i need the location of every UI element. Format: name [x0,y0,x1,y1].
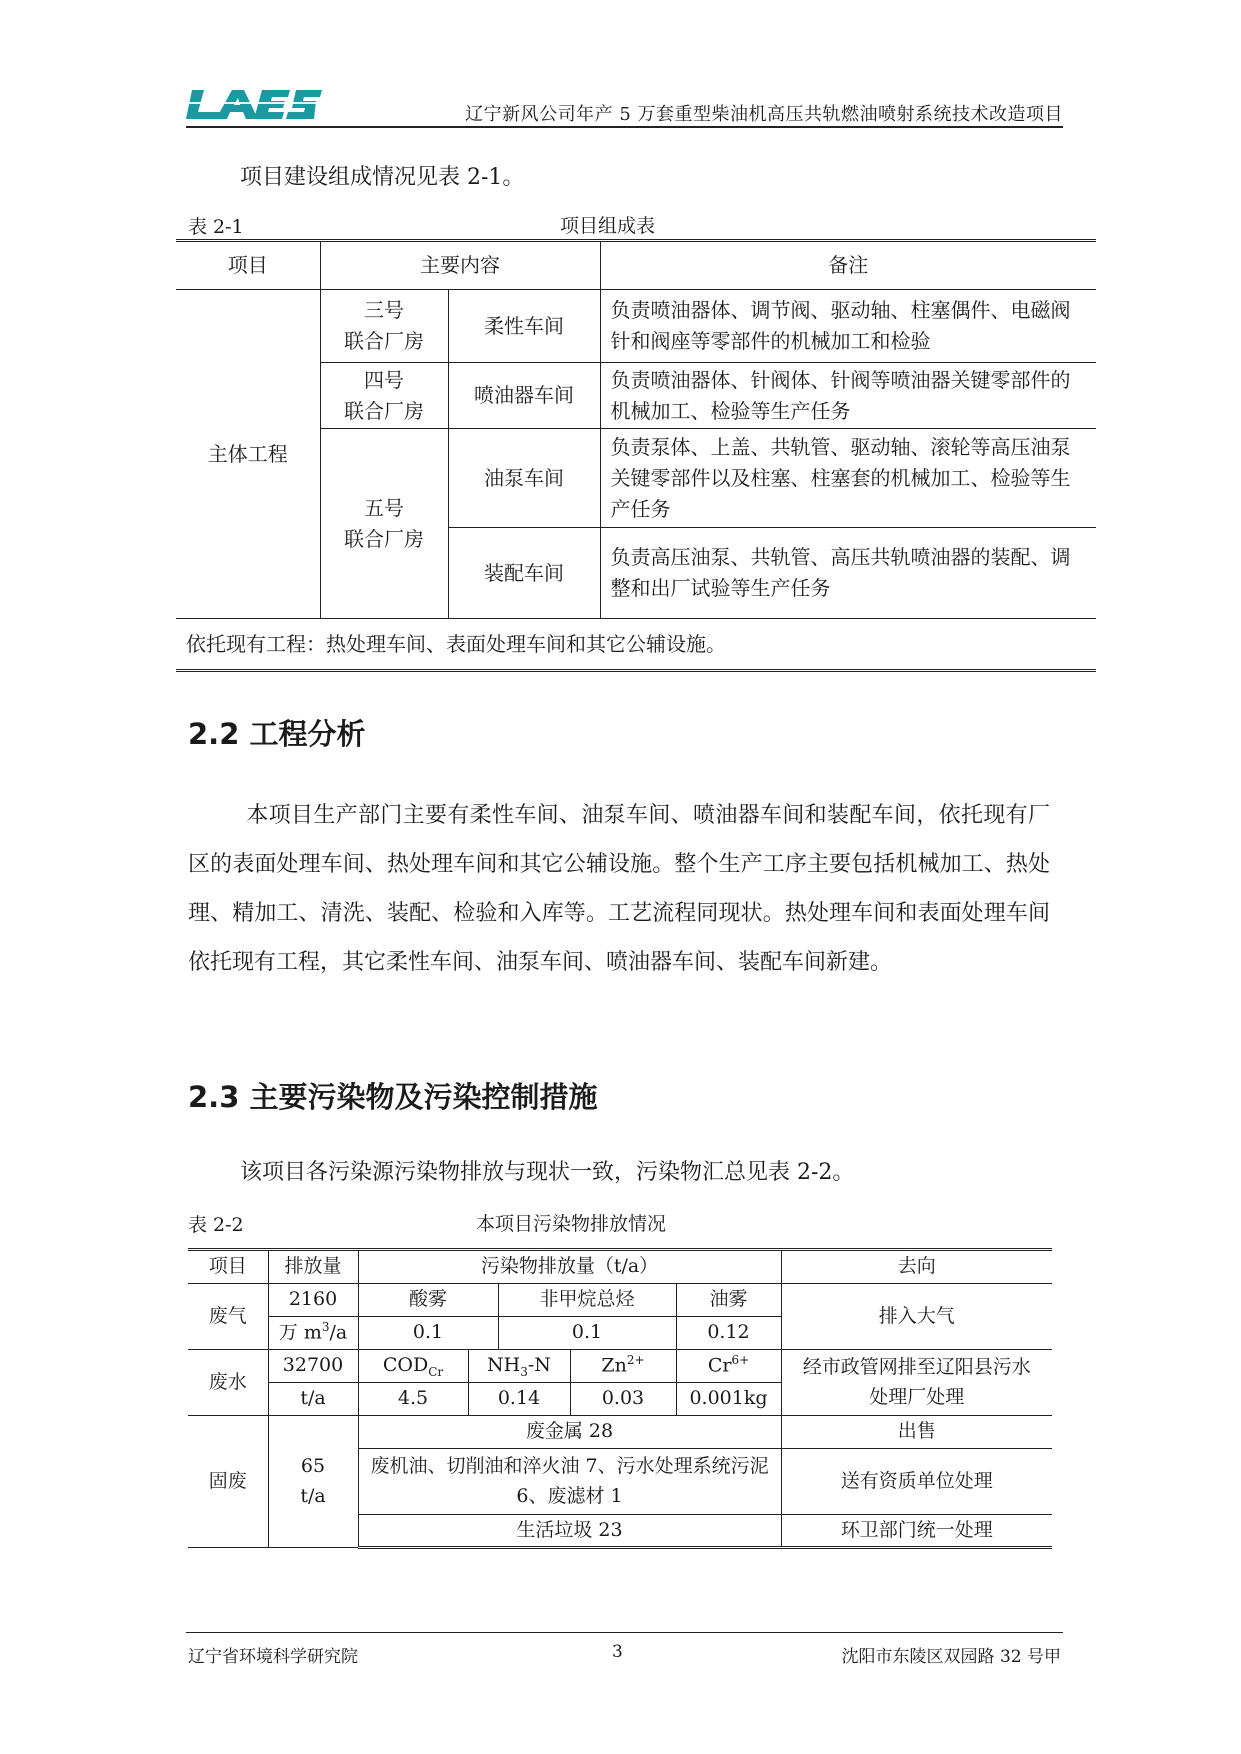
table2-header-dest: 去向 [781,1250,1052,1284]
table1-workshop: 油泵车间 [448,429,600,528]
gas-value: 0.1 [498,1317,676,1350]
table1-building [320,290,448,363]
footer-org: 辽宁省环境科学研究院 [188,1647,358,1667]
gas-unit-pre: 万 m [278,1321,322,1344]
cod-sub: Cr [428,1364,444,1379]
gas-value: 0.1 [358,1317,498,1350]
table1-header-item: 项目 [176,241,320,290]
table2-label: 表 2-2 [188,1214,244,1236]
table1-note: 负责喷油器体、调节阀、驱动轴、柱塞偶件、电磁阀针和阀座等零部件的机械加工和检验 [600,290,1096,363]
cod-main: COD [382,1353,429,1376]
header-title: 辽宁新风公司年产 5 万套重型柴油机高压共轨燃油喷射系统技术改造项目 [465,104,1063,125]
water-name-nh [468,1350,570,1383]
zn-main: Zn [601,1354,627,1377]
gas-amount-value: 2160 [268,1284,358,1317]
table1-header-note: 备注 [600,241,1096,290]
table2-header-item: 项目 [188,1250,268,1284]
table1-workshop: 柔性车间 [448,290,600,363]
table2-title: 本项目污染物排放情况 [476,1213,667,1235]
table2-header-amount: 排放量 [268,1250,358,1284]
page-number: 3 [612,1642,623,1662]
water-name-zn [570,1350,676,1383]
solid-amount [268,1416,358,1548]
table1-header-content: 主要内容 [320,241,600,290]
water-label: 废水 [188,1350,268,1416]
solid-label: 固废 [188,1416,268,1548]
gas-value: 0.12 [676,1317,781,1350]
header-divider [186,126,1063,128]
zn-sup: 2+ [626,1353,645,1368]
solid-dest: 环卫部门统一处理 [781,1515,1052,1548]
table2-header-pollutant: 污染物排放量（t/a） [358,1250,781,1284]
water-amount-unit: t/a [268,1383,358,1416]
gas-name: 非甲烷总烃 [498,1284,676,1317]
footer-divider [186,1632,1063,1633]
solid-desc: 废金属 28 [358,1416,781,1449]
building-four: 四号 联合厂房 [344,367,424,423]
table1-title: 项目组成表 [560,215,656,237]
footer-address: 沈阳市东陵区双园路 32 号甲 [841,1647,1061,1667]
table1-building [320,429,448,619]
section-2-2-text: 本项目生产部门主要有柔性车间、油泵车间、喷油器车间和装配车间，依托现有厂区的表面处理车间、热处理车间和其它公辅设施。整个生产工序主要包括机械加工、热处理、精加工、清洗、装配、检验和入库等。工艺流程同现状。热处理车间和表面处理车间依托现有工程，其它柔性车间、油泵车间、喷油器车间、装配车间新建。 [188,803,1050,975]
table1-label: 表 2-1 [188,216,244,238]
section-heading-2-3: 2.3 主要污染物及污染控制措施 [188,1080,598,1114]
water-value: 0.14 [468,1383,570,1416]
cr-main: Cr [707,1354,732,1377]
section-heading-2-2: 2.2 工程分析 [188,717,366,751]
table1-workshop: 装配车间 [448,528,600,619]
water-value: 4.5 [358,1383,468,1416]
gas-name: 油雾 [676,1284,781,1317]
gas-amount-unit [268,1317,358,1350]
section-2-2-paragraph [188,791,1050,987]
cr-sup: 6+ [731,1353,750,1368]
water-name-cod [358,1350,468,1383]
water-value: 0.001kg [676,1383,781,1416]
pollutant-emission-table [188,1248,1052,1549]
table1-building [320,363,448,429]
laes-logo [186,86,322,122]
gas-unit-post: /a [329,1321,348,1344]
water-amount-value: 32700 [268,1350,358,1383]
nh-pre: NH [487,1353,521,1376]
section-2-3-text: 该项目各污染源污染物排放与现状一致，污染物汇总见表 2-2。 [240,1160,855,1185]
solid-amount-value: 65 [300,1455,326,1478]
building-three: 三号 联合厂房 [344,298,424,353]
building-five: 五号 联合厂房 [344,495,424,551]
gas-label: 废气 [188,1284,268,1350]
solid-dest: 出售 [781,1416,1052,1449]
gas-name: 酸雾 [358,1284,498,1317]
table1-note: 负责泵体、上盖、共轨管、驱动轴、滚轮等高压油泵关键零部件以及柱塞、柱塞套的机械加工、检验等生产任务 [600,429,1096,528]
water-name-cr [676,1350,781,1383]
water-dest: 经市政管网排至辽阳县污水处理厂处理 [781,1350,1052,1416]
solid-dest: 送有资质单位处理 [781,1449,1052,1515]
table1-group: 主体工程 [176,290,320,619]
solid-desc: 废机油、切削油和淬火油 7、污水处理系统污泥 6、废滤材 1 [358,1449,781,1515]
water-value: 0.03 [570,1383,676,1416]
nh-sub: 3 [520,1364,528,1379]
table1-footer: 依托现有工程：热处理车间、表面处理车间和其它公辅设施。 [176,619,1096,671]
nh-post: -N [527,1353,551,1376]
project-composition-table [176,239,1096,672]
intro-text: 项目建设组成情况见表 2-1。 [240,165,525,190]
table1-workshop: 喷油器车间 [448,363,600,429]
solid-amount-unit: t/a [300,1484,326,1507]
table1-note: 负责高压油泵、共轨管、高压共轨喷油器的装配、调整和出厂试验等生产任务 [600,528,1096,619]
solid-desc: 生活垃圾 23 [358,1515,781,1548]
gas-unit-sup: 3 [321,1320,330,1335]
table1-note: 负责喷油器体、针阀体、针阀等喷油器关键零部件的机械加工、检验等生产任务 [600,363,1096,429]
gas-dest: 排入大气 [781,1284,1052,1350]
